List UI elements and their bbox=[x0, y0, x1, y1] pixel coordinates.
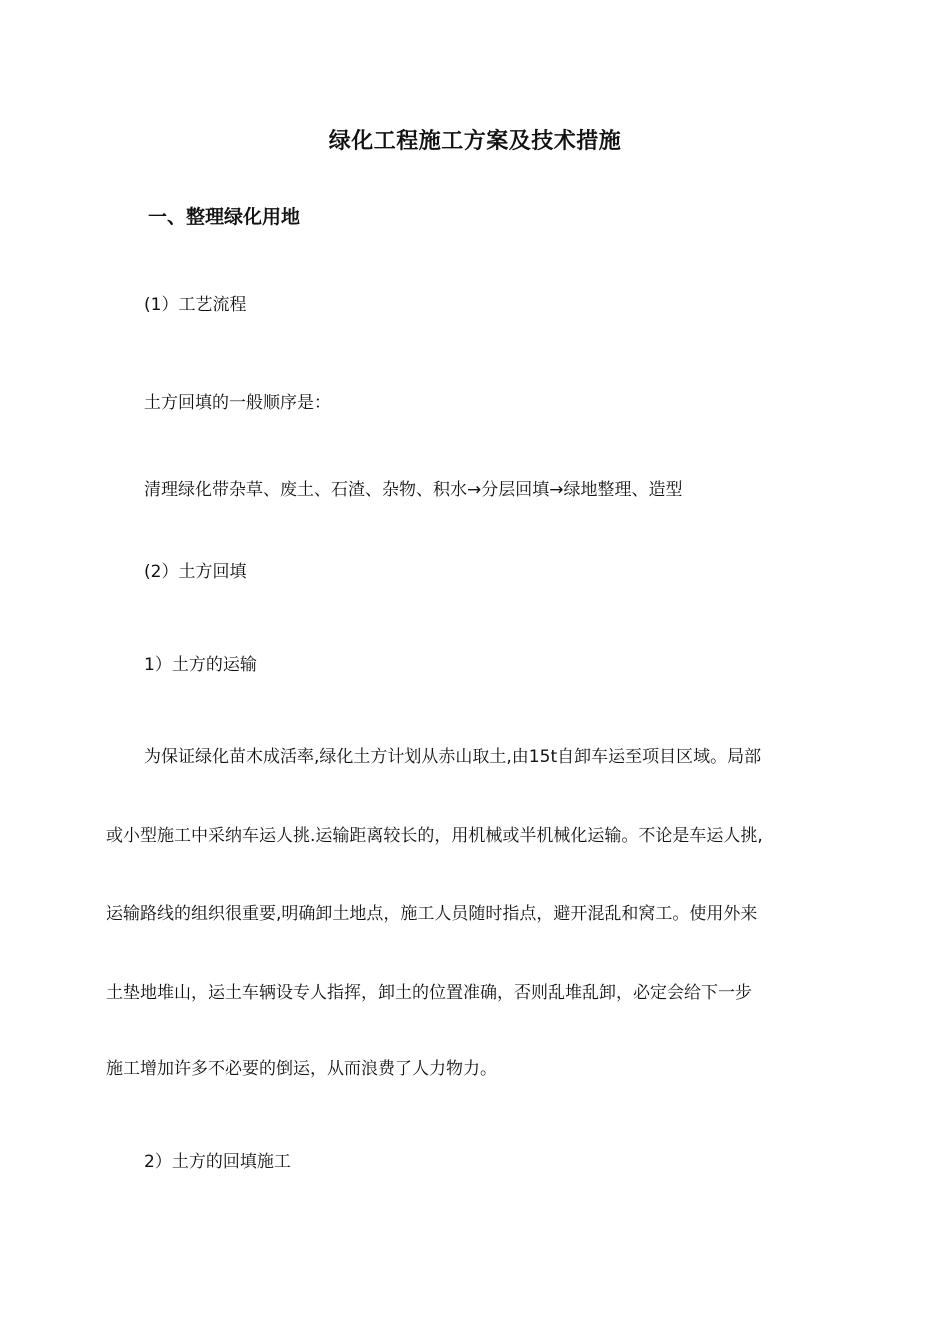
paragraph-line-5: 施工增加许多不必要的倒运，从而浪费了人力物力。 bbox=[106, 1059, 497, 1079]
paragraph-line-1: 为保证绿化苗木成活率,绿化土方计划从赤山取土,由15t自卸车运至项目区域。局部 bbox=[144, 747, 762, 767]
paragraph-intro: 土方回填的一般顺序是： bbox=[144, 393, 331, 413]
document-title: 绿化工程施工方案及技术措施 bbox=[328, 129, 622, 154]
paragraph-flow: 清理绿化带杂草、废土、石渣、杂物、积水→分层回填→绿地整理、造型 bbox=[144, 480, 683, 500]
subsection-heading-backfill: (2）土方回填 bbox=[144, 562, 247, 582]
item-heading-backfill-construction: 2）土方的回填施工 bbox=[144, 1152, 291, 1172]
section-heading-1: 一、整理绿化用地 bbox=[148, 206, 301, 228]
paragraph-line-2: 或小型施工中采纳车运人挑.运输距离较长的，用机械或半机械化运输。不论是车运人挑, bbox=[106, 826, 763, 846]
item-heading-transport: 1）土方的运输 bbox=[144, 655, 257, 675]
paragraph-line-4: 土垫地堆山，运土车辆设专人指挥，卸土的位置准确，否则乱堆乱卸，必定会给下一步 bbox=[106, 983, 752, 1003]
subsection-heading-process: (1）工艺流程 bbox=[144, 295, 247, 315]
paragraph-line-3: 运输路线的组织很重要,明确卸土地点，施工人员随时指点，避开混乱和窝工。使用外来 bbox=[106, 904, 758, 924]
